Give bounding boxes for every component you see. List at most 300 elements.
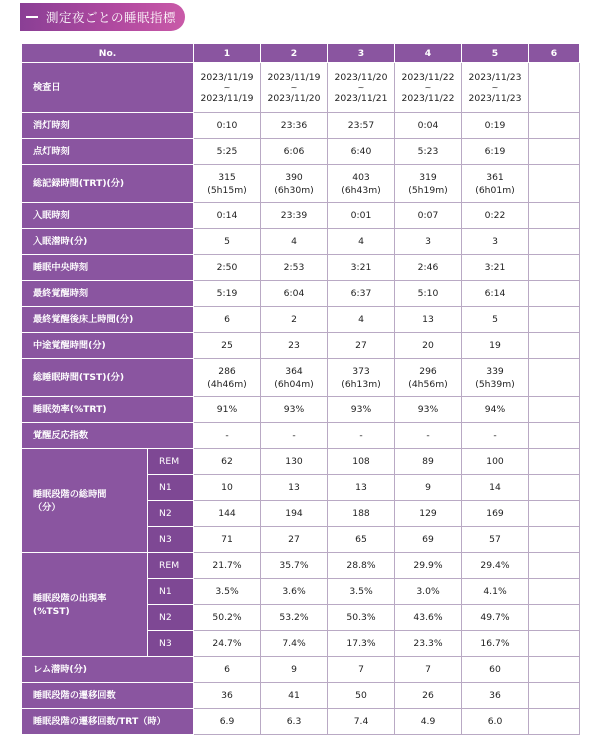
value-text: 6.3 — [286, 716, 302, 727]
value-cell — [261, 709, 328, 735]
value-cell — [328, 359, 395, 397]
date-cell — [194, 63, 261, 113]
row-label — [22, 203, 194, 229]
value-text: 93% — [283, 404, 305, 415]
metric-row — [22, 113, 580, 139]
stage-label — [148, 449, 194, 475]
stage-label-text: N1 — [159, 482, 172, 493]
date-cell — [395, 63, 462, 113]
group-label-line1: 睡眠段階の出現率 — [33, 592, 107, 604]
night-header-4 — [395, 44, 462, 63]
value-text: 36 — [221, 690, 233, 701]
value-text: 27 — [288, 534, 300, 545]
value-text: 65 — [355, 534, 367, 545]
value-cell — [462, 281, 529, 307]
value-cell — [462, 359, 529, 397]
value-cell — [261, 423, 328, 449]
stage-label-text: N3 — [159, 638, 172, 649]
value-text: 7.4 — [353, 716, 369, 727]
value-text: 2:50 — [216, 262, 238, 273]
row-label — [22, 333, 194, 359]
night-header-5 — [462, 44, 529, 63]
value-cell — [395, 631, 462, 657]
group-label-line2: (%TST) — [33, 605, 70, 617]
value-cell — [194, 229, 261, 255]
value-cell — [529, 449, 580, 475]
row-label-text: 覚醒反応指数 — [33, 430, 89, 441]
value-text: 71 — [221, 534, 233, 545]
value-text: 94% — [484, 404, 506, 415]
row-label — [22, 63, 194, 113]
value-cell — [261, 501, 328, 527]
row-label-text: 総睡眠時間(TST)(分) — [33, 372, 125, 383]
value-cell — [395, 605, 462, 631]
value-text: 361 — [486, 171, 504, 183]
value-cell — [194, 423, 261, 449]
value-cell — [328, 113, 395, 139]
value-text: 49.7% — [480, 612, 510, 623]
row-label — [22, 139, 194, 165]
value-text: 13 — [288, 482, 300, 493]
value-subtext: (5h19m) — [408, 184, 448, 196]
row-label — [22, 359, 194, 397]
value-cell — [395, 139, 462, 165]
value-cell — [194, 579, 261, 605]
date-cell — [462, 63, 529, 113]
value-cell — [529, 423, 580, 449]
row-label-text: 睡眠段階の遷移回数/TRT（時） — [33, 716, 166, 727]
metric-row — [22, 255, 580, 281]
value-cell — [462, 397, 529, 423]
value-cell — [529, 397, 580, 423]
value-subtext: (6h13m) — [341, 378, 381, 390]
value-cell — [261, 255, 328, 281]
value-text: 23 — [288, 340, 300, 351]
value-cell — [328, 657, 395, 683]
value-cell — [529, 229, 580, 255]
value-text: 339 — [486, 365, 504, 377]
stage-label-text: REM — [159, 560, 180, 571]
night-number: 6 — [550, 47, 558, 59]
value-cell — [395, 307, 462, 333]
row-label-text: 入眠潜時(分) — [33, 236, 88, 247]
value-cell — [462, 229, 529, 255]
metric-row — [22, 165, 580, 203]
metric-row — [22, 709, 580, 735]
value-cell — [529, 113, 580, 139]
metric-row — [22, 657, 580, 683]
value-text: 6:40 — [350, 146, 372, 157]
value-cell — [328, 281, 395, 307]
row-label-text: 入眠時刻 — [33, 210, 70, 221]
metric-row — [22, 333, 580, 359]
value-text: 13 — [355, 482, 367, 493]
row-label-text: 最終覚醒時刻 — [33, 288, 89, 299]
value-text: 89 — [422, 456, 434, 467]
value-cell — [328, 255, 395, 281]
stage-label-text: N3 — [159, 534, 172, 545]
no-header — [22, 44, 194, 63]
value-cell — [328, 527, 395, 553]
date-tilde: ~ — [357, 82, 365, 92]
value-text: 2:53 — [283, 262, 305, 273]
value-text: 286 — [218, 365, 236, 377]
value-text: 4.1% — [483, 586, 507, 597]
value-text: 188 — [352, 508, 370, 519]
value-text: 194 — [285, 508, 303, 519]
value-text: 0:22 — [484, 210, 506, 221]
value-cell — [261, 631, 328, 657]
group-label-line1: 睡眠段階の総時間 — [33, 488, 107, 500]
date-tilde: ~ — [491, 82, 499, 92]
row-label — [22, 113, 194, 139]
value-subtext: (5h15m) — [207, 184, 247, 196]
value-text: 3:21 — [484, 262, 506, 273]
value-text: 5:19 — [216, 288, 238, 299]
value-text: 14 — [489, 482, 501, 493]
date-end: 2023/11/22 — [401, 92, 455, 104]
value-cell — [261, 397, 328, 423]
value-cell — [261, 113, 328, 139]
value-cell — [261, 683, 328, 709]
sleep-metrics-table — [21, 43, 580, 735]
value-cell — [462, 307, 529, 333]
value-text: 319 — [419, 171, 437, 183]
date-cell — [529, 63, 580, 113]
value-cell — [328, 683, 395, 709]
value-cell — [395, 113, 462, 139]
value-cell — [194, 527, 261, 553]
row-label — [22, 709, 194, 735]
value-cell — [194, 449, 261, 475]
value-text: 36 — [489, 690, 501, 701]
date-start: 2023/11/20 — [334, 71, 388, 83]
section-title: 測定夜ごとの睡眠指標 — [46, 10, 177, 25]
value-text: 169 — [486, 508, 504, 519]
row-label-text: 中途覚醒時間(分) — [33, 340, 106, 351]
value-text: 62 — [221, 456, 233, 467]
value-cell — [194, 475, 261, 501]
value-cell — [261, 527, 328, 553]
value-cell — [194, 709, 261, 735]
stage-label-text: N1 — [159, 586, 172, 597]
stage-label-text: N2 — [159, 508, 172, 519]
row-label — [22, 397, 194, 423]
value-cell — [328, 579, 395, 605]
value-subtext: (4h56m) — [408, 378, 448, 390]
value-text: 0:07 — [417, 210, 439, 221]
date-start: 2023/11/19 — [200, 71, 254, 83]
value-text: 373 — [352, 365, 370, 377]
value-text: - — [426, 430, 430, 441]
value-cell — [261, 139, 328, 165]
value-cell — [261, 307, 328, 333]
date-cell — [328, 63, 395, 113]
value-text: 23:57 — [347, 120, 375, 131]
value-cell — [529, 165, 580, 203]
row-label-text: 睡眠中央時刻 — [33, 262, 89, 273]
value-text: 17.3% — [346, 638, 376, 649]
value-text: 3 — [425, 236, 431, 247]
value-cell — [261, 203, 328, 229]
value-text: 315 — [218, 171, 236, 183]
no-header-label: No. — [98, 47, 117, 59]
value-cell — [395, 255, 462, 281]
value-text: 91% — [216, 404, 238, 415]
stage-label-text: REM — [159, 456, 180, 467]
value-cell — [462, 683, 529, 709]
value-text: 41 — [288, 690, 300, 701]
value-text: 43.6% — [413, 612, 443, 623]
value-cell — [194, 397, 261, 423]
value-cell — [462, 449, 529, 475]
value-text: 6:06 — [283, 146, 305, 157]
value-cell — [194, 113, 261, 139]
value-text: 19 — [489, 340, 501, 351]
table-header — [22, 44, 580, 63]
value-cell — [395, 397, 462, 423]
value-cell — [328, 307, 395, 333]
value-text: 57 — [489, 534, 501, 545]
title-dash — [26, 16, 38, 18]
value-text: 4 — [358, 236, 364, 247]
value-text: 5:10 — [417, 288, 439, 299]
value-text: 93% — [417, 404, 439, 415]
value-text: 50.3% — [346, 612, 376, 623]
value-text: 93% — [350, 404, 372, 415]
value-cell — [194, 501, 261, 527]
value-text: 6 — [224, 664, 230, 675]
value-cell — [462, 475, 529, 501]
value-cell — [462, 579, 529, 605]
metric-row — [22, 423, 580, 449]
value-text: 0:19 — [484, 120, 506, 131]
value-cell — [261, 657, 328, 683]
value-cell — [462, 527, 529, 553]
night-number: 2 — [290, 47, 298, 59]
value-text: 7 — [425, 664, 431, 675]
value-cell — [462, 113, 529, 139]
value-cell — [529, 527, 580, 553]
value-text: 100 — [486, 456, 504, 467]
value-text: 2:46 — [417, 262, 439, 273]
value-text: 3.5% — [215, 586, 239, 597]
value-cell — [395, 553, 462, 579]
value-cell — [261, 449, 328, 475]
value-cell — [328, 165, 395, 203]
date-tilde: ~ — [290, 82, 298, 92]
value-cell — [462, 255, 529, 281]
row-label-text: 検査日 — [33, 82, 61, 93]
value-cell — [328, 501, 395, 527]
value-text: 5 — [492, 314, 498, 325]
value-text: 24.7% — [212, 638, 242, 649]
night-number: 4 — [424, 47, 432, 59]
value-text: 9 — [291, 664, 297, 675]
value-cell — [462, 605, 529, 631]
value-text: 4 — [291, 236, 297, 247]
metric-row — [22, 281, 580, 307]
night-number: 5 — [491, 47, 499, 59]
value-cell — [328, 605, 395, 631]
value-text: 23:39 — [280, 210, 308, 221]
value-cell — [395, 165, 462, 203]
stage-label — [148, 605, 194, 631]
value-cell — [261, 229, 328, 255]
value-cell — [529, 709, 580, 735]
metric-row — [22, 229, 580, 255]
value-text: 3:21 — [350, 262, 372, 273]
value-text: 23:36 — [280, 120, 308, 131]
row-exam-date — [22, 63, 580, 113]
value-text: 5:23 — [417, 146, 439, 157]
row-label — [22, 423, 194, 449]
value-cell — [529, 281, 580, 307]
value-cell — [395, 683, 462, 709]
value-text: 129 — [419, 508, 437, 519]
value-cell — [462, 657, 529, 683]
metric-row — [22, 139, 580, 165]
value-cell — [395, 527, 462, 553]
value-text: 16.7% — [480, 638, 510, 649]
value-text: 25 — [221, 340, 233, 351]
value-cell — [328, 475, 395, 501]
value-cell — [395, 281, 462, 307]
value-cell — [395, 579, 462, 605]
value-cell — [395, 709, 462, 735]
value-cell — [395, 657, 462, 683]
value-text: 4.9 — [420, 716, 436, 727]
value-text: - — [292, 430, 296, 441]
row-label-text: 消灯時刻 — [33, 120, 70, 131]
value-cell — [395, 229, 462, 255]
value-subtext: (6h30m) — [274, 184, 314, 196]
date-start: 2023/11/19 — [267, 71, 321, 83]
metric-row — [22, 203, 580, 229]
value-cell — [261, 553, 328, 579]
value-cell — [261, 281, 328, 307]
value-cell — [462, 501, 529, 527]
value-cell — [395, 475, 462, 501]
value-text: 29.4% — [480, 560, 510, 571]
date-end: 2023/11/19 — [200, 92, 254, 104]
value-cell — [261, 359, 328, 397]
value-text: 28.8% — [346, 560, 376, 571]
value-cell — [328, 203, 395, 229]
night-number: 1 — [223, 47, 231, 59]
value-cell — [529, 683, 580, 709]
row-label-text: 点灯時刻 — [33, 146, 70, 157]
date-end: 2023/11/23 — [468, 92, 522, 104]
metric-row — [22, 397, 580, 423]
value-cell — [328, 423, 395, 449]
table-body — [22, 63, 580, 735]
value-text: 29.9% — [413, 560, 443, 571]
row-label — [22, 165, 194, 203]
value-text: 7.4% — [282, 638, 306, 649]
value-text: 3.5% — [349, 586, 373, 597]
night-header-3 — [328, 44, 395, 63]
value-cell — [395, 501, 462, 527]
value-cell — [462, 423, 529, 449]
value-cell — [529, 631, 580, 657]
night-number: 3 — [357, 47, 365, 59]
value-subtext: (6h43m) — [341, 184, 381, 196]
value-cell — [194, 139, 261, 165]
value-subtext: (5h39m) — [475, 378, 515, 390]
value-cell — [328, 709, 395, 735]
value-text: 296 — [419, 365, 437, 377]
stage-label — [148, 527, 194, 553]
value-cell — [194, 203, 261, 229]
value-cell — [328, 229, 395, 255]
value-cell — [328, 333, 395, 359]
value-cell — [194, 657, 261, 683]
value-subtext: (4h46m) — [207, 378, 247, 390]
date-cell — [261, 63, 328, 113]
row-label — [22, 657, 194, 683]
value-cell — [462, 203, 529, 229]
value-text: 35.7% — [279, 560, 309, 571]
value-text: 26 — [422, 690, 434, 701]
value-text: 60 — [489, 664, 501, 675]
value-text: 6 — [224, 314, 230, 325]
value-text: - — [493, 430, 497, 441]
value-text: 3.0% — [416, 586, 440, 597]
header-row — [22, 44, 580, 63]
value-text: 108 — [352, 456, 370, 467]
value-text: 6.9 — [219, 716, 235, 727]
value-cell — [328, 397, 395, 423]
group-label — [22, 553, 148, 657]
value-cell — [194, 359, 261, 397]
value-cell — [194, 307, 261, 333]
value-text: 5 — [224, 236, 230, 247]
value-text: 27 — [355, 340, 367, 351]
value-text: 50 — [355, 690, 367, 701]
value-cell — [395, 333, 462, 359]
value-cell — [261, 475, 328, 501]
value-cell — [529, 475, 580, 501]
night-header-2 — [261, 44, 328, 63]
value-cell — [194, 165, 261, 203]
value-cell — [328, 631, 395, 657]
value-cell — [261, 579, 328, 605]
date-tilde: ~ — [223, 82, 231, 92]
value-cell — [194, 281, 261, 307]
group-label-line2: （分） — [33, 501, 61, 513]
value-text: 6.0 — [487, 716, 503, 727]
row-label-text: 総記録時間(TRT)(分) — [33, 178, 125, 189]
value-text: 403 — [352, 171, 370, 183]
value-cell — [529, 307, 580, 333]
value-text: - — [359, 430, 363, 441]
metric-row — [22, 359, 580, 397]
value-cell — [529, 501, 580, 527]
value-text: 0:04 — [417, 120, 439, 131]
value-cell — [462, 709, 529, 735]
value-cell — [194, 683, 261, 709]
night-header-1 — [194, 44, 261, 63]
value-text: 50.2% — [212, 612, 242, 623]
value-cell — [395, 203, 462, 229]
value-text: 10 — [221, 482, 233, 493]
row-label — [22, 307, 194, 333]
value-cell — [261, 165, 328, 203]
stage-label-text: N2 — [159, 612, 172, 623]
value-cell — [462, 165, 529, 203]
stage-row — [22, 553, 580, 579]
